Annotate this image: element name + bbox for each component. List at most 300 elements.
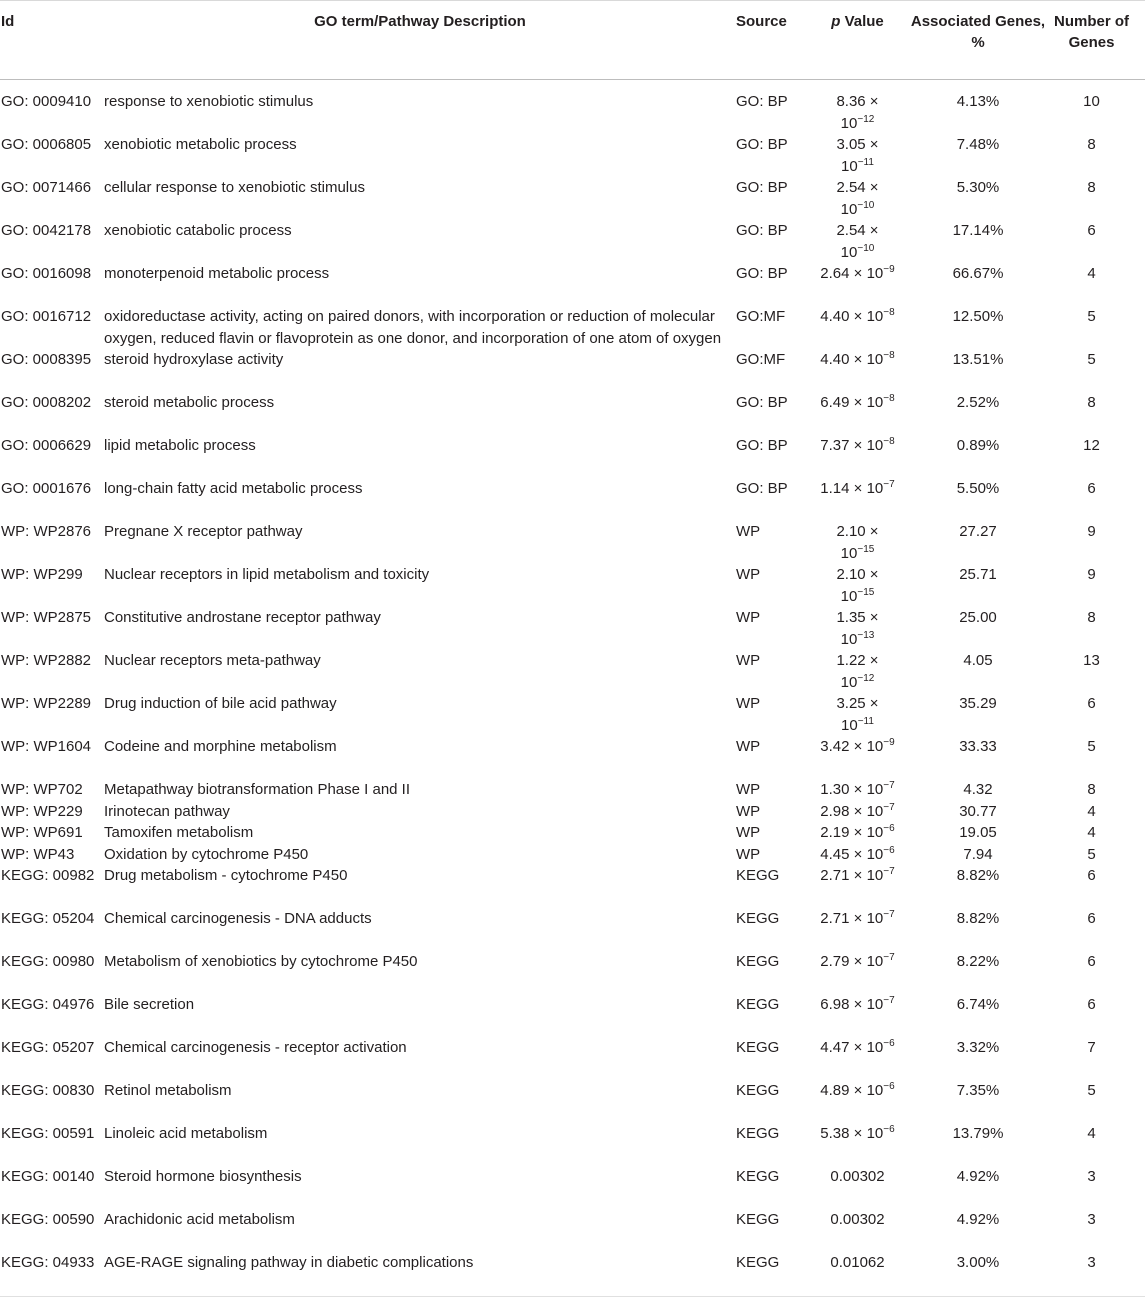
cell-associated-genes: 4.92% bbox=[956, 1211, 1000, 1228]
cell-id: GO: 0001676 bbox=[1, 480, 92, 497]
p-base-ten: 10 bbox=[866, 824, 884, 841]
cell-number-of-genes: 4 bbox=[1087, 265, 1096, 282]
cell-id: WP: WP2875 bbox=[1, 609, 92, 626]
p-base-ten: 10 bbox=[866, 845, 884, 863]
cell-description: cellular response to xenobiotic stimulus bbox=[104, 179, 365, 196]
cell-description: Nuclear receptors in lipid metabolism and toxicity bbox=[104, 566, 430, 583]
table-body bbox=[0, 80, 1145, 1296]
cell-id: KEGG: 00830 bbox=[1, 1082, 95, 1099]
cell-source: WP bbox=[736, 695, 761, 712]
cell-p-value: 0.01062 bbox=[830, 1254, 885, 1271]
p-base-ten: 10 bbox=[840, 544, 858, 562]
p-mantissa: 1.14 × bbox=[820, 480, 863, 497]
p-mantissa: 4.40 × bbox=[820, 308, 863, 325]
cell-source: WP bbox=[736, 566, 761, 583]
cell-number-of-genes: 8 bbox=[1087, 179, 1096, 196]
cell-id: GO: 0042178 bbox=[1, 222, 92, 239]
cell-description: Pregnane X receptor pathway bbox=[104, 523, 303, 540]
cell-p-value bbox=[807, 392, 908, 435]
table-row bbox=[0, 607, 1145, 650]
table-row bbox=[0, 1166, 1145, 1209]
p-base-ten: 10 bbox=[840, 587, 858, 605]
cell-description: oxidoreductase activity, acting on paired donors, with incorporation or reduction of molecular oxygen, reduced flavin or flavoprotein as one donor, and incorporation of one atom of oxygen bbox=[104, 308, 722, 347]
p-mantissa: 7.37 × bbox=[820, 437, 863, 454]
cell-p-value bbox=[807, 306, 908, 349]
cell-associated-genes: 5.50% bbox=[956, 480, 1000, 497]
table-row bbox=[0, 693, 1145, 736]
cell-source: KEGG bbox=[736, 1082, 780, 1099]
p-exponent: −12 bbox=[857, 672, 875, 684]
cell-associated-genes: 66.67% bbox=[952, 265, 1004, 282]
table-row bbox=[0, 392, 1145, 435]
cell-source: KEGG bbox=[736, 953, 780, 970]
cell-description: Metabolism of xenobiotics by cytochrome P450 bbox=[104, 953, 418, 970]
cell-p-value bbox=[807, 263, 908, 306]
table-row bbox=[0, 951, 1145, 994]
p-mantissa: 2.71 × bbox=[820, 867, 863, 884]
p-mantissa: 2.98 × bbox=[820, 802, 863, 820]
cell-description: lipid metabolic process bbox=[104, 437, 256, 454]
cell-number-of-genes: 8 bbox=[1087, 136, 1096, 153]
cell-number-of-genes: 6 bbox=[1087, 867, 1096, 884]
p-base-ten: 10 bbox=[840, 243, 858, 261]
cell-p-value bbox=[807, 220, 908, 263]
cell-p-value bbox=[807, 650, 908, 693]
table-row bbox=[0, 865, 1145, 908]
cell-associated-genes: 5.30% bbox=[956, 179, 1000, 196]
cell-number-of-genes: 6 bbox=[1087, 953, 1096, 970]
cell-associated-genes: 7.94 bbox=[963, 845, 993, 863]
cell-number-of-genes: 6 bbox=[1087, 996, 1096, 1013]
p-base-ten: 10 bbox=[841, 716, 858, 734]
cell-number-of-genes: 3 bbox=[1087, 1254, 1096, 1271]
cell-number-of-genes: 7 bbox=[1087, 1039, 1096, 1056]
p-mantissa: 2.10 × bbox=[836, 523, 879, 540]
cell-associated-genes: 0.89% bbox=[956, 437, 1000, 454]
p-base-ten: 10 bbox=[866, 308, 884, 325]
cell-associated-genes: 12.50% bbox=[952, 308, 1004, 325]
p-mantissa: 2.54 × bbox=[836, 222, 879, 239]
cell-p-value bbox=[807, 822, 908, 844]
table-row bbox=[0, 801, 1145, 823]
cell-number-of-genes: 10 bbox=[1083, 93, 1100, 110]
p-base-ten: 10 bbox=[866, 265, 884, 282]
p-mantissa: 4.89 × bbox=[820, 1082, 863, 1099]
cell-number-of-genes: 4 bbox=[1087, 802, 1096, 820]
cell-source: KEGG bbox=[736, 1039, 780, 1056]
cell-id: GO: 0009410 bbox=[1, 93, 92, 110]
cell-p-value bbox=[807, 177, 908, 220]
cell-description: long-chain fatty acid metabolic process bbox=[104, 480, 363, 497]
p-exponent: −11 bbox=[857, 156, 874, 168]
cell-associated-genes: 3.32% bbox=[956, 1039, 1000, 1056]
table-row bbox=[0, 1252, 1145, 1295]
p-mantissa: 4.47 × bbox=[820, 1039, 863, 1056]
cell-source: WP bbox=[736, 802, 761, 820]
p-base-ten: 10 bbox=[840, 114, 858, 132]
cell-description: Metapathway biotransformation Phase I and II bbox=[104, 781, 411, 798]
p-mantissa: 1.35 × bbox=[836, 609, 879, 626]
cell-number-of-genes: 6 bbox=[1087, 910, 1096, 927]
cell-source: KEGG bbox=[736, 1254, 780, 1271]
p-base-ten: 10 bbox=[866, 394, 884, 411]
p-mantissa: 3.05 × bbox=[836, 136, 879, 153]
p-exponent: −7 bbox=[883, 479, 895, 490]
cell-number-of-genes: 5 bbox=[1087, 351, 1096, 368]
cell-p-value: 0.00302 bbox=[830, 1168, 885, 1185]
cell-description: Irinotecan pathway bbox=[104, 802, 230, 820]
cell-description: Chemical carcinogenesis - receptor activation bbox=[104, 1039, 407, 1056]
p-base-ten: 10 bbox=[866, 781, 884, 798]
cell-source: WP bbox=[736, 781, 761, 798]
cell-id: WP: WP1604 bbox=[1, 738, 92, 755]
cell-description: Nuclear receptors meta-pathway bbox=[104, 652, 321, 669]
cell-id: WP: WP229 bbox=[1, 802, 83, 820]
cell-id: WP: WP2876 bbox=[1, 523, 92, 540]
p-base-ten: 10 bbox=[866, 1125, 884, 1142]
p-mantissa: 2.71 × bbox=[820, 910, 863, 927]
table-row bbox=[0, 779, 1145, 801]
p-exponent: −6 bbox=[883, 1124, 895, 1135]
cell-source: KEGG bbox=[736, 1125, 780, 1142]
cell-p-value: 0.00302 bbox=[830, 1211, 885, 1228]
cell-number-of-genes: 12 bbox=[1083, 437, 1100, 454]
table-row bbox=[0, 80, 1145, 135]
cell-source: GO: BP bbox=[736, 93, 788, 110]
cell-source: WP bbox=[736, 738, 761, 755]
p-exponent: −12 bbox=[857, 113, 875, 125]
table-row bbox=[0, 1037, 1145, 1080]
p-mantissa: 4.45 × bbox=[820, 845, 863, 863]
cell-id: GO: 0006629 bbox=[1, 437, 92, 454]
cell-id: WP: WP2882 bbox=[1, 652, 92, 669]
p-base-ten: 10 bbox=[840, 200, 858, 218]
p-mantissa: 1.22 × bbox=[836, 652, 879, 669]
cell-description: steroid metabolic process bbox=[104, 394, 275, 411]
p-mantissa: 2.64 × bbox=[820, 265, 863, 282]
table-row bbox=[0, 263, 1145, 306]
cell-source: GO: BP bbox=[736, 222, 788, 239]
table-row bbox=[0, 306, 1145, 349]
table-row bbox=[0, 177, 1145, 220]
cell-number-of-genes: 3 bbox=[1087, 1168, 1096, 1185]
cell-associated-genes: 4.13% bbox=[956, 93, 1000, 110]
cell-description: Codeine and morphine metabolism bbox=[104, 738, 337, 755]
cell-number-of-genes: 5 bbox=[1087, 1082, 1096, 1099]
table-row bbox=[0, 220, 1145, 263]
cell-number-of-genes: 5 bbox=[1087, 845, 1096, 863]
table-row bbox=[0, 822, 1145, 844]
table-row bbox=[0, 908, 1145, 951]
cell-p-value bbox=[807, 994, 908, 1037]
cell-id: WP: WP691 bbox=[1, 824, 83, 841]
table-row bbox=[0, 1080, 1145, 1123]
cell-number-of-genes: 6 bbox=[1087, 222, 1096, 239]
cell-source: WP bbox=[736, 609, 761, 626]
cell-id: GO: 0071466 bbox=[1, 179, 92, 196]
cell-source: KEGG bbox=[736, 867, 780, 884]
p-exponent: −6 bbox=[883, 823, 895, 834]
p-base-ten: 10 bbox=[866, 867, 884, 884]
cell-associated-genes: 35.29 bbox=[959, 695, 997, 712]
cell-number-of-genes: 4 bbox=[1087, 1125, 1096, 1142]
cell-number-of-genes: 8 bbox=[1087, 394, 1096, 411]
table-row bbox=[0, 650, 1145, 693]
cell-p-value bbox=[807, 478, 908, 521]
p-exponent: −8 bbox=[883, 307, 895, 318]
cell-source: GO: BP bbox=[736, 394, 788, 411]
table-row bbox=[0, 994, 1145, 1037]
cell-id: KEGG: 00140 bbox=[1, 1168, 95, 1185]
cell-description: Retinol metabolism bbox=[104, 1082, 232, 1099]
cell-associated-genes: 19.05 bbox=[959, 824, 997, 841]
cell-number-of-genes: 6 bbox=[1087, 480, 1096, 497]
p-base-ten: 10 bbox=[840, 673, 858, 691]
p-base-ten: 10 bbox=[866, 1039, 884, 1056]
p-base-ten: 10 bbox=[866, 996, 884, 1013]
cell-description: Steroid hormone biosynthesis bbox=[104, 1168, 302, 1185]
p-base-ten: 10 bbox=[840, 630, 858, 648]
p-mantissa: 6.49 × bbox=[820, 394, 863, 411]
cell-p-value bbox=[807, 349, 908, 392]
cell-description: response to xenobiotic stimulus bbox=[104, 93, 314, 110]
table-row bbox=[0, 1123, 1145, 1166]
cell-associated-genes: 13.51% bbox=[952, 351, 1004, 368]
cell-associated-genes: 25.71 bbox=[959, 566, 997, 583]
cell-id: WP: WP299 bbox=[1, 566, 83, 583]
table-row bbox=[0, 478, 1145, 521]
p-exponent: −15 bbox=[857, 586, 875, 598]
cell-source: GO:MF bbox=[736, 308, 786, 325]
p-exponent: −9 bbox=[883, 264, 895, 275]
p-mantissa: 3.25 × bbox=[836, 695, 879, 712]
p-exponent: −10 bbox=[857, 242, 875, 254]
cell-number-of-genes: 8 bbox=[1087, 609, 1096, 626]
table-row bbox=[0, 1209, 1145, 1252]
cell-source: WP bbox=[736, 523, 761, 540]
cell-number-of-genes: 9 bbox=[1087, 523, 1096, 540]
cell-id: KEGG: 05204 bbox=[1, 910, 95, 927]
p-base-ten: 10 bbox=[866, 480, 884, 497]
header-id: Id bbox=[0, 1, 104, 80]
cell-id: WP: WP702 bbox=[1, 781, 83, 798]
cell-p-value bbox=[807, 908, 908, 951]
table-bottom-rule bbox=[0, 1296, 1145, 1297]
cell-p-value bbox=[807, 865, 908, 908]
cell-description: Drug induction of bile acid pathway bbox=[104, 695, 337, 712]
cell-associated-genes: 13.79% bbox=[952, 1125, 1004, 1142]
cell-description: Chemical carcinogenesis - DNA adducts bbox=[104, 910, 372, 927]
header-source: Source bbox=[736, 1, 807, 80]
cell-number-of-genes: 3 bbox=[1087, 1211, 1096, 1228]
cell-id: WP: WP43 bbox=[1, 845, 75, 863]
p-exponent: −6 bbox=[883, 1038, 895, 1049]
p-base-ten: 10 bbox=[866, 351, 884, 368]
cell-description: Bile secretion bbox=[104, 996, 195, 1013]
cell-id: KEGG: 04976 bbox=[1, 996, 95, 1013]
cell-description: xenobiotic metabolic process bbox=[104, 136, 297, 153]
cell-p-value bbox=[807, 844, 908, 866]
cell-number-of-genes: 5 bbox=[1087, 308, 1096, 325]
cell-source: WP bbox=[736, 824, 761, 841]
cell-source: KEGG bbox=[736, 1168, 780, 1185]
cell-id: KEGG: 00590 bbox=[1, 1211, 95, 1228]
cell-associated-genes: 17.14% bbox=[952, 222, 1004, 239]
cell-number-of-genes: 9 bbox=[1087, 566, 1096, 583]
cell-associated-genes: 7.35% bbox=[956, 1082, 1000, 1099]
cell-source: WP bbox=[736, 845, 761, 863]
cell-source: GO: BP bbox=[736, 480, 788, 497]
p-exponent: −8 bbox=[883, 436, 895, 447]
cell-p-value bbox=[807, 1080, 908, 1123]
p-exponent: −7 bbox=[883, 780, 895, 791]
cell-associated-genes: 30.77 bbox=[959, 802, 997, 820]
header-p-value bbox=[807, 1, 908, 80]
p-base-ten: 10 bbox=[866, 1082, 884, 1099]
cell-description: Constitutive androstane receptor pathway bbox=[104, 609, 381, 626]
table-row bbox=[0, 349, 1145, 392]
cell-description: xenobiotic catabolic process bbox=[104, 222, 292, 239]
p-exponent: −7 bbox=[883, 909, 895, 920]
cell-id: KEGG: 00591 bbox=[1, 1125, 95, 1142]
p-mantissa: 4.40 × bbox=[820, 351, 863, 368]
p-exponent: −8 bbox=[883, 350, 895, 361]
cell-description: Arachidonic acid metabolism bbox=[104, 1211, 295, 1228]
p-base-ten: 10 bbox=[841, 157, 858, 175]
cell-p-value bbox=[807, 607, 908, 650]
cell-id: GO: 0008395 bbox=[1, 351, 92, 368]
p-exponent: −6 bbox=[883, 1081, 895, 1092]
p-mantissa: 2.79 × bbox=[820, 953, 863, 970]
p-base-ten: 10 bbox=[866, 437, 884, 454]
cell-associated-genes: 6.74% bbox=[956, 996, 1000, 1013]
p-mantissa: 3.42 × bbox=[820, 738, 863, 755]
header-description: GO term/Pathway Description bbox=[104, 1, 736, 80]
cell-associated-genes: 8.22% bbox=[956, 953, 1000, 970]
header-p-italic: p bbox=[831, 13, 841, 30]
p-mantissa: 2.54 × bbox=[836, 179, 879, 196]
cell-id: WP: WP2289 bbox=[1, 695, 92, 712]
cell-p-value bbox=[807, 1123, 908, 1166]
cell-id: KEGG: 00982 bbox=[1, 867, 95, 884]
p-base-ten: 10 bbox=[866, 802, 884, 820]
table-row bbox=[0, 844, 1145, 866]
cell-source: GO:MF bbox=[736, 351, 786, 368]
cell-p-value bbox=[807, 80, 908, 135]
p-mantissa: 6.98 × bbox=[820, 996, 863, 1013]
table-row bbox=[0, 435, 1145, 478]
header-row bbox=[0, 1, 1145, 80]
cell-p-value bbox=[807, 801, 908, 823]
p-exponent: −15 bbox=[857, 543, 875, 555]
cell-source: GO: BP bbox=[736, 265, 788, 282]
cell-id: GO: 0016098 bbox=[1, 265, 92, 282]
p-exponent: −13 bbox=[857, 629, 875, 641]
p-mantissa: 2.19 × bbox=[820, 824, 863, 841]
cell-source: WP bbox=[736, 652, 761, 669]
cell-id: KEGG: 05207 bbox=[1, 1039, 95, 1056]
cell-description: Drug metabolism - cytochrome P450 bbox=[104, 867, 348, 884]
p-exponent: −11 bbox=[857, 715, 874, 727]
cell-number-of-genes: 6 bbox=[1087, 695, 1096, 712]
table-row bbox=[0, 564, 1145, 607]
cell-description: Tamoxifen metabolism bbox=[104, 824, 254, 841]
cell-associated-genes: 4.92% bbox=[956, 1168, 1000, 1185]
cell-associated-genes: 27.27 bbox=[959, 523, 997, 540]
cell-description: Linoleic acid metabolism bbox=[104, 1125, 268, 1142]
cell-source: KEGG bbox=[736, 996, 780, 1013]
cell-associated-genes: 2.52% bbox=[956, 394, 1000, 411]
cell-number-of-genes: 8 bbox=[1087, 781, 1096, 798]
cell-description: Oxidation by cytochrome P450 bbox=[104, 845, 309, 863]
p-base-ten: 10 bbox=[866, 953, 884, 970]
cell-id: KEGG: 04933 bbox=[1, 1254, 95, 1271]
cell-id: KEGG: 00980 bbox=[1, 953, 95, 970]
cell-p-value bbox=[807, 951, 908, 994]
cell-id: GO: 0006805 bbox=[1, 136, 92, 153]
cell-associated-genes: 33.33 bbox=[959, 738, 997, 755]
cell-p-value bbox=[807, 736, 908, 779]
cell-source: KEGG bbox=[736, 1211, 780, 1228]
cell-associated-genes: 4.05 bbox=[963, 652, 993, 669]
cell-p-value bbox=[807, 779, 908, 801]
cell-associated-genes: 8.82% bbox=[956, 867, 1000, 884]
cell-number-of-genes: 13 bbox=[1083, 652, 1100, 669]
cell-source: KEGG bbox=[736, 910, 780, 927]
header-associated-genes: Associated Genes, % bbox=[908, 1, 1048, 80]
cell-source: GO: BP bbox=[736, 136, 788, 153]
cell-p-value bbox=[807, 693, 908, 736]
cell-source: GO: BP bbox=[736, 437, 788, 454]
table-row bbox=[0, 521, 1145, 564]
cell-number-of-genes: 5 bbox=[1087, 738, 1096, 755]
p-mantissa: 5.38 × bbox=[820, 1125, 863, 1142]
p-mantissa: 1.30 × bbox=[820, 781, 863, 798]
header-p-rest: Value bbox=[840, 13, 884, 30]
table-row bbox=[0, 134, 1145, 177]
cell-number-of-genes: 4 bbox=[1087, 824, 1096, 841]
cell-description: AGE-RAGE signaling pathway in diabetic complications bbox=[104, 1254, 474, 1271]
cell-associated-genes: 3.00% bbox=[956, 1254, 1000, 1271]
p-mantissa: 2.10 × bbox=[836, 566, 879, 583]
cell-associated-genes: 7.48% bbox=[956, 136, 1000, 153]
header-number-of-genes: Number of Genes bbox=[1048, 1, 1145, 80]
cell-p-value bbox=[807, 1037, 908, 1080]
p-base-ten: 10 bbox=[866, 910, 884, 927]
cell-p-value bbox=[807, 564, 908, 607]
p-exponent: −7 bbox=[883, 995, 895, 1006]
cell-p-value bbox=[807, 435, 908, 478]
table-row bbox=[0, 736, 1145, 779]
cell-associated-genes: 8.82% bbox=[956, 910, 1000, 927]
p-exponent: −7 bbox=[883, 801, 895, 813]
cell-id: GO: 0008202 bbox=[1, 394, 92, 411]
cell-p-value bbox=[807, 521, 908, 564]
p-base-ten: 10 bbox=[866, 738, 884, 755]
p-exponent: −7 bbox=[883, 866, 895, 877]
p-exponent: −6 bbox=[883, 844, 895, 856]
p-exponent: −7 bbox=[883, 952, 895, 963]
cell-associated-genes: 4.32 bbox=[963, 781, 993, 798]
cell-id: GO: 0016712 bbox=[1, 308, 92, 325]
p-mantissa: 8.36 × bbox=[836, 93, 879, 110]
cell-associated-genes: 25.00 bbox=[959, 609, 997, 626]
cell-description: steroid hydroxylase activity bbox=[104, 351, 284, 368]
cell-p-value bbox=[807, 134, 908, 177]
p-exponent: −8 bbox=[883, 393, 895, 404]
cell-source: GO: BP bbox=[736, 179, 788, 196]
p-exponent: −9 bbox=[883, 737, 895, 748]
